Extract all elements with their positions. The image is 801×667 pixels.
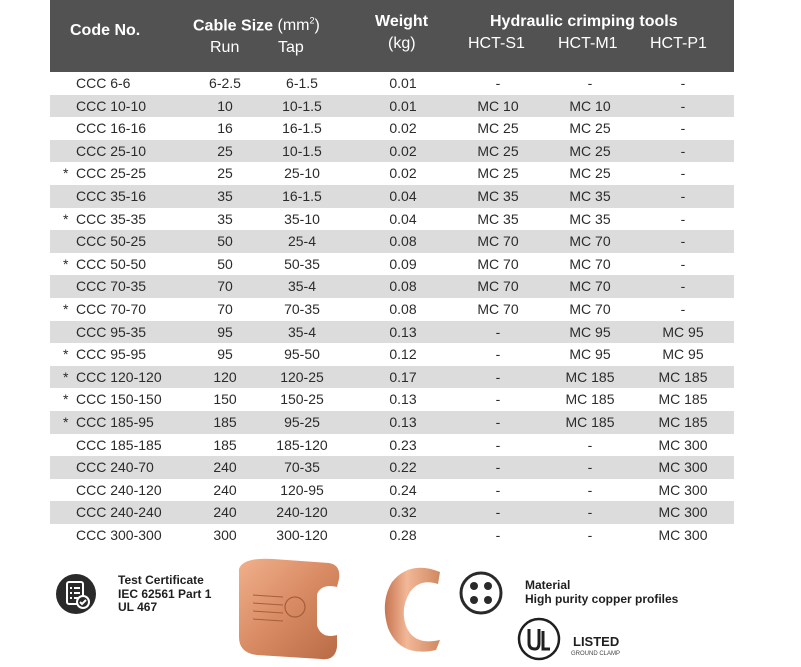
- cell-s1: MC 70: [477, 278, 519, 295]
- connector-table: [50, 72, 734, 546]
- cell-weight: 0.02: [389, 142, 417, 159]
- cell-run: 240: [213, 459, 237, 476]
- cell-star: *: [63, 300, 69, 317]
- cell-star: *: [63, 210, 69, 227]
- cell-tap: 95-25: [284, 413, 320, 430]
- cell-m1: MC 185: [565, 368, 615, 385]
- cell-run: 50: [217, 233, 233, 250]
- cell-m1: MC 95: [569, 323, 611, 340]
- cell-run: 16: [217, 120, 233, 137]
- cell-tap: 120-95: [280, 481, 324, 498]
- cell-code: CCC 300-300: [76, 526, 162, 543]
- cell-m1: MC 70: [569, 233, 611, 250]
- cell-weight: 0.08: [389, 278, 417, 295]
- cell-run: 70: [217, 278, 233, 295]
- cell-run: 95: [217, 323, 233, 340]
- table-row: [50, 321, 734, 344]
- cell-code: CCC 185-185: [76, 436, 162, 453]
- cell-m1: MC 185: [565, 413, 615, 430]
- cell-tap: 16-1.5: [282, 120, 322, 137]
- cell-code: CCC 95-95: [76, 346, 147, 363]
- cell-code: CCC 240-70: [76, 459, 154, 476]
- cell-code: CCC 70-35: [76, 278, 147, 295]
- cell-m1: -: [587, 459, 593, 476]
- cell-s1: -: [495, 346, 501, 363]
- table-header: [50, 0, 734, 72]
- cell-s1: -: [495, 436, 501, 453]
- cell-weight: 0.04: [389, 210, 417, 227]
- cell-weight: 0.02: [389, 120, 417, 137]
- cell-p1: -: [680, 187, 686, 204]
- cell-code: CCC 10-10: [76, 97, 147, 114]
- table-row: [50, 434, 734, 457]
- cell-s1: MC 25: [477, 165, 519, 182]
- cell-weight: 0.13: [389, 323, 417, 340]
- cell-m1: MC 35: [569, 210, 611, 227]
- cell-p1: -: [680, 75, 686, 91]
- table-row: [50, 298, 734, 321]
- listed-mark: LISTED: [573, 634, 620, 649]
- cell-s1: MC 70: [477, 233, 519, 250]
- cell-m1: MC 70: [569, 255, 611, 272]
- cell-m1: MC 185: [565, 391, 615, 408]
- cell-run: 240: [213, 504, 237, 521]
- table-row: [50, 388, 734, 411]
- cell-s1: -: [495, 526, 501, 543]
- header-hydraulic-tools: Hydraulic crimping tools: [490, 13, 678, 30]
- table-row: [50, 456, 734, 479]
- cell-run: 150: [213, 391, 237, 408]
- cell-tap: 25-4: [287, 233, 317, 250]
- cell-code: CCC 35-35: [76, 210, 147, 227]
- cell-p1: -: [680, 300, 686, 317]
- cell-star: *: [63, 255, 69, 272]
- cell-p1: -: [680, 97, 686, 114]
- certificate-checklist-icon: [55, 573, 97, 615]
- cell-tap: 10-1.5: [282, 97, 322, 114]
- cell-s1: -: [495, 504, 501, 521]
- cell-tap: 185-120: [276, 436, 328, 453]
- table-row: [50, 366, 734, 389]
- material-title: Material: [525, 578, 571, 592]
- cell-weight: 0.01: [389, 75, 417, 91]
- cell-p1: -: [680, 120, 686, 137]
- table-row: [50, 185, 734, 208]
- cell-p1: MC 95: [662, 323, 704, 340]
- cell-p1: MC 300: [658, 526, 708, 543]
- cell-tap: 6-1.5: [286, 75, 318, 91]
- cell-code: CCC 150-150: [76, 391, 162, 408]
- cell-weight: 0.01: [389, 97, 417, 114]
- cell-s1: MC 70: [477, 300, 519, 317]
- cell-p1: -: [680, 210, 686, 227]
- cell-s1: -: [495, 323, 501, 340]
- cell-weight: 0.32: [389, 504, 417, 521]
- cell-s1: -: [495, 459, 501, 476]
- cell-run: 185: [213, 413, 237, 430]
- certificate-line: IEC 62561 Part 1: [118, 586, 212, 601]
- cell-run: 35: [217, 210, 233, 227]
- cell-code: CCC 185-95: [76, 413, 154, 430]
- cell-m1: MC 35: [569, 187, 611, 204]
- table-row: [50, 140, 734, 163]
- cell-p1: MC 300: [658, 481, 708, 498]
- table-row: [50, 501, 734, 524]
- cell-s1: MC 35: [477, 210, 519, 227]
- table-row: [50, 253, 734, 276]
- material-desc: High purity copper profiles: [525, 592, 679, 606]
- cell-tap: 150-25: [280, 391, 324, 408]
- cell-weight: 0.08: [389, 233, 417, 250]
- header-cable-unit: [277, 17, 319, 34]
- ul-listed-logo: [517, 617, 561, 661]
- certificate-line: Test Certificate: [118, 573, 204, 587]
- certificate-text: [118, 574, 211, 615]
- cell-weight: 0.28: [389, 526, 417, 543]
- cell-weight: 0.08: [389, 300, 417, 317]
- header-cable-size: [193, 16, 320, 35]
- cell-star: *: [63, 165, 69, 182]
- c-connector-photo: [233, 555, 345, 665]
- cell-s1: -: [495, 391, 501, 408]
- cell-m1: MC 70: [569, 300, 611, 317]
- cell-code: CCC 50-25: [76, 233, 147, 250]
- cell-run: 25: [217, 165, 233, 182]
- table-row: [50, 162, 734, 185]
- cell-run: 300: [213, 526, 237, 543]
- cell-weight: 0.02: [389, 165, 417, 182]
- cell-run: 70: [217, 300, 233, 317]
- table-row: [50, 72, 734, 95]
- certificate-line: UL 467: [118, 600, 158, 614]
- table-row: [50, 411, 734, 434]
- cell-tap: 120-25: [280, 368, 324, 385]
- cell-tap: 300-120: [276, 526, 328, 543]
- cell-tap: 35-10: [284, 210, 320, 227]
- cell-m1: MC 25: [569, 165, 611, 182]
- header-tool-s1: HCT-S1: [468, 35, 525, 52]
- table-row: [50, 524, 734, 547]
- cell-m1: -: [587, 75, 593, 91]
- cell-s1: MC 35: [477, 187, 519, 204]
- cell-run: 95: [217, 346, 233, 363]
- cell-run: 25: [217, 142, 233, 159]
- cell-tap: 240-120: [276, 504, 328, 521]
- header-code-no: Code No.: [70, 22, 141, 39]
- cell-p1: MC 185: [658, 368, 708, 385]
- cell-tap: 70-35: [284, 300, 320, 317]
- cell-p1: MC 95: [662, 346, 704, 363]
- cell-p1: MC 185: [658, 391, 708, 408]
- cell-s1: MC 70: [477, 255, 519, 272]
- cell-p1: MC 300: [658, 459, 708, 476]
- cell-weight: 0.04: [389, 187, 417, 204]
- cell-star: *: [63, 413, 69, 430]
- cell-tap: 16-1.5: [282, 187, 322, 204]
- cell-run: 50: [217, 255, 233, 272]
- header-tap: Tap: [278, 39, 304, 56]
- cell-code: CCC 240-120: [76, 481, 162, 498]
- cell-code: CCC 240-240: [76, 504, 162, 521]
- cell-run: 185: [213, 436, 237, 453]
- cell-weight: 0.13: [389, 391, 417, 408]
- cell-run: 10: [217, 97, 233, 114]
- header-weight-unit: (kg): [388, 35, 416, 52]
- cell-weight: 0.13: [389, 413, 417, 430]
- header-weight: Weight: [375, 13, 429, 30]
- cell-code: CCC 35-16: [76, 187, 147, 204]
- cable-strands-icon: [459, 571, 503, 615]
- cell-m1: MC 25: [569, 120, 611, 137]
- cell-s1: -: [495, 75, 501, 91]
- cell-m1: -: [587, 481, 593, 498]
- cell-s1: -: [495, 481, 501, 498]
- cell-m1: MC 70: [569, 278, 611, 295]
- cell-weight: 0.23: [389, 436, 417, 453]
- cell-code: CCC 95-35: [76, 323, 147, 340]
- cell-star: *: [63, 391, 69, 408]
- table-row: [50, 479, 734, 502]
- cell-run: 35: [217, 187, 233, 204]
- table-row: [50, 230, 734, 253]
- c-profile-photo: [380, 560, 452, 660]
- cell-tap: 35-4: [287, 278, 317, 295]
- cell-m1: -: [587, 504, 593, 521]
- cell-s1: -: [495, 413, 501, 430]
- cell-code: CCC 25-10: [76, 142, 147, 159]
- cell-run: 240: [213, 481, 237, 498]
- cell-tap: 10-1.5: [282, 142, 322, 159]
- cell-code: CCC 6-6: [76, 75, 131, 91]
- table-row: [50, 208, 734, 231]
- cell-p1: MC 300: [658, 436, 708, 453]
- cell-m1: MC 95: [569, 346, 611, 363]
- header-cable-unit-sup: 2: [309, 16, 315, 26]
- cell-m1: MC 25: [569, 142, 611, 159]
- cell-m1: MC 10: [569, 97, 611, 114]
- cell-weight: 0.17: [389, 368, 417, 385]
- header-cable-size-label: Cable Size: [193, 17, 274, 35]
- cell-s1: MC 10: [477, 97, 519, 114]
- header-cable-unit-open: (mm: [277, 17, 310, 35]
- header-run: Run: [210, 39, 240, 56]
- cell-weight: 0.24: [389, 481, 417, 498]
- cell-tap: 95-50: [284, 346, 320, 363]
- cell-m1: -: [587, 526, 593, 543]
- cell-code: CCC 120-120: [76, 368, 162, 385]
- cell-p1: MC 185: [658, 413, 708, 430]
- table-row: [50, 117, 734, 140]
- cell-code: CCC 50-50: [76, 255, 147, 272]
- table-row: [50, 343, 734, 366]
- cell-tap: 70-35: [284, 459, 320, 476]
- cell-m1: -: [587, 436, 593, 453]
- cell-star: *: [63, 346, 69, 363]
- cell-p1: -: [680, 142, 686, 159]
- material-text: [525, 578, 678, 606]
- cell-tap: 25-10: [284, 165, 320, 182]
- cell-tap: 50-35: [284, 255, 320, 272]
- header-cable-unit-close: ): [314, 17, 320, 35]
- table-row: [50, 275, 734, 298]
- cell-code: CCC 16-16: [76, 120, 147, 137]
- table-row: [50, 95, 734, 118]
- cell-p1: -: [680, 233, 686, 250]
- cell-p1: MC 300: [658, 504, 708, 521]
- cell-p1: -: [680, 278, 686, 295]
- cell-code: CCC 70-70: [76, 300, 147, 317]
- cell-weight: 0.22: [389, 459, 417, 476]
- cell-s1: MC 25: [477, 120, 519, 137]
- cell-run: 6-2.5: [209, 75, 241, 91]
- cell-p1: -: [680, 165, 686, 182]
- cell-s1: MC 25: [477, 142, 519, 159]
- cell-weight: 0.09: [389, 255, 417, 272]
- header-tool-m1: HCT-M1: [558, 35, 618, 52]
- cell-tap: 35-4: [287, 323, 317, 340]
- cell-p1: -: [680, 255, 686, 272]
- listed-subtitle: GROUND CLAMP: [571, 651, 621, 657]
- cell-weight: 0.12: [389, 346, 417, 363]
- cell-run: 120: [213, 368, 237, 385]
- cell-s1: -: [495, 368, 501, 385]
- cell-star: *: [63, 368, 69, 385]
- header-tool-p1: HCT-P1: [650, 35, 707, 52]
- cell-code: CCC 25-25: [76, 165, 147, 182]
